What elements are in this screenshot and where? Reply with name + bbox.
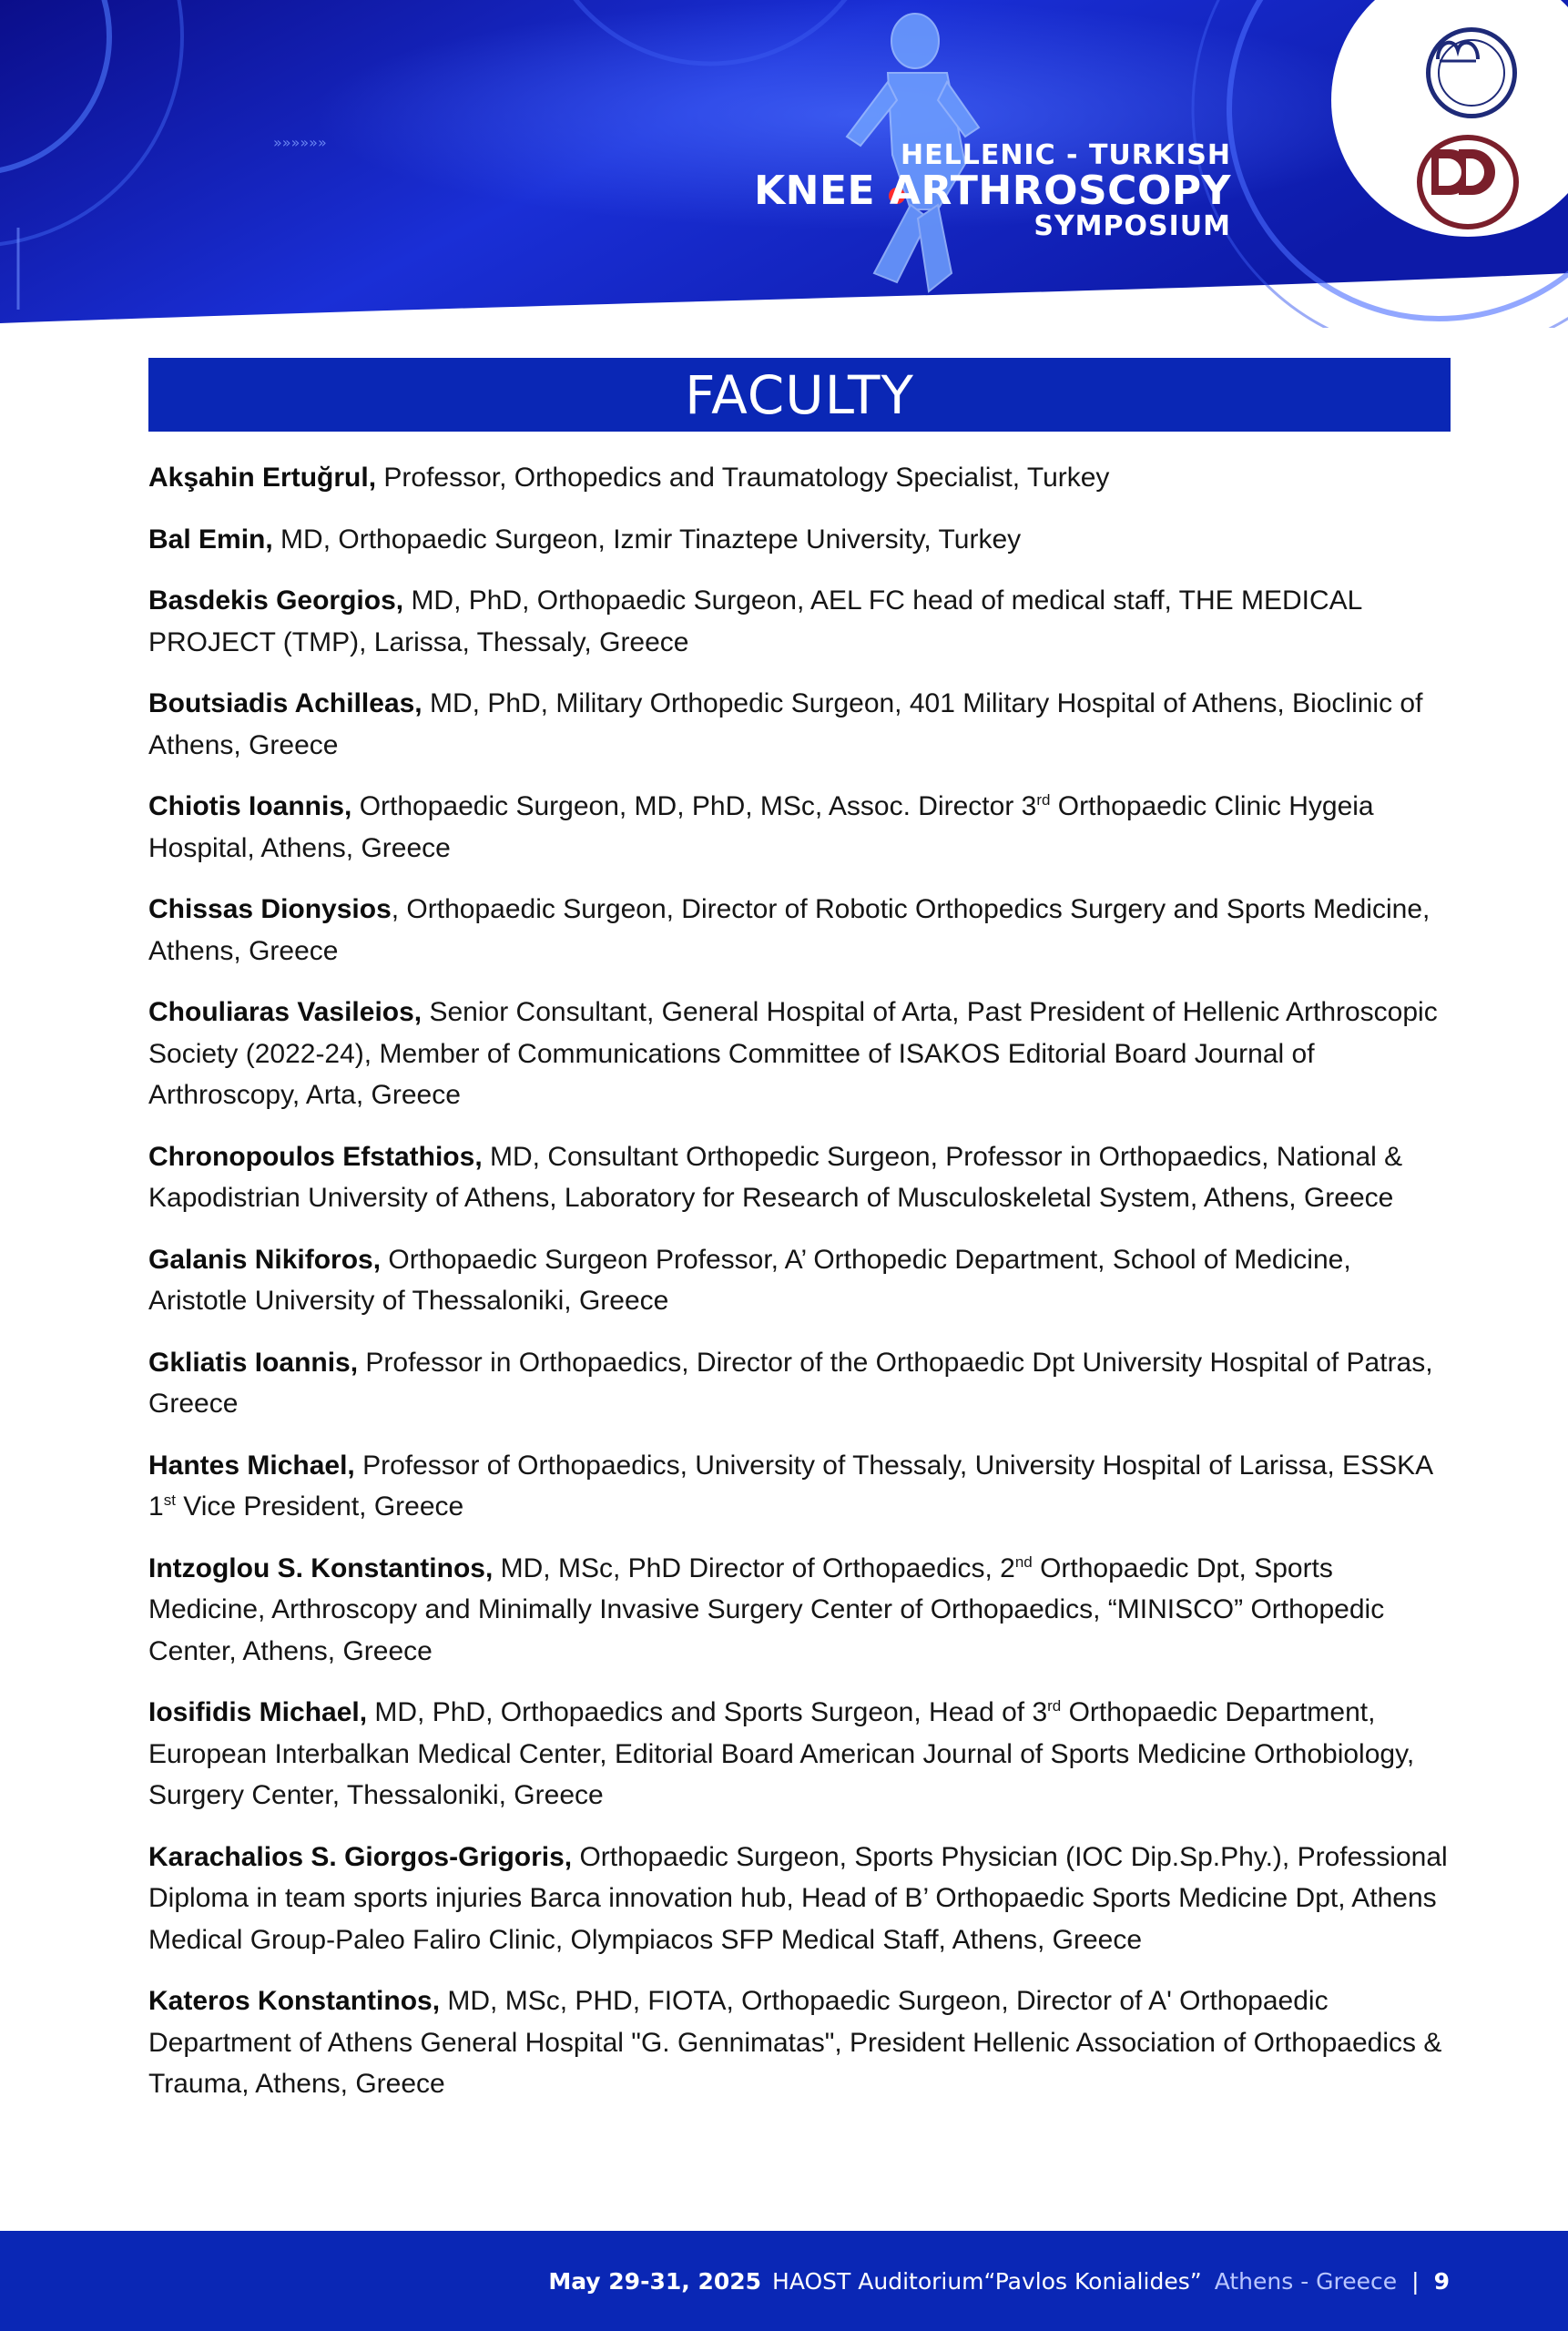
faculty-details: Orthopaedic Surgeon, MD, PhD, MSc, Assoc. Director 3 — [351, 791, 1037, 821]
faculty-name: Bal Emin, — [148, 524, 273, 555]
faculty-entry — [148, 580, 1451, 663]
faculty-details-cont: Orthopaedic Clinic Hygeia Hospital, Athens, Greece — [148, 791, 1374, 863]
faculty-name: Chouliaras Vasileios, — [148, 997, 423, 1027]
faculty-entry — [148, 786, 1451, 869]
faculty-list — [148, 457, 1451, 2125]
faculty-details: Professor of Orthopaedics, University of Thessaly, University Hospital of Larissa, ESSKA 1 — [148, 1450, 1432, 1522]
faculty-details: , Orthopaedic Surgeon, Director of Robotic Orthopedics Surgery and Sports Medicine, Athens, Greece — [148, 894, 1431, 966]
faculty-name: Chiotis Ioannis, — [148, 791, 352, 821]
faculty-name: Akşahin Ertuğrul, — [148, 463, 377, 493]
faculty-name: Basdekis Georgios, — [148, 585, 404, 616]
faculty-details: MD, Orthopaedic Surgeon, Izmir Tinaztepe University, Turkey — [272, 524, 1022, 555]
society-emblem-icon — [1422, 140, 1495, 204]
faculty-entry — [148, 1837, 1451, 1961]
faculty-entry — [148, 1342, 1451, 1425]
header-banner — [0, 0, 1568, 328]
faculty-details: Senior Consultant, General Hospital of Arta, Past President of Hellenic Arthroscopic Society (2022-24), Member of Communications Committee of ISAKOS Editorial Board Journal of Arthroscopy, Arta, Greece — [148, 997, 1438, 1110]
faculty-name: Galanis Nikiforos, — [148, 1244, 382, 1275]
faculty-details-cont: Orthopaedic Department, European Interbalkan Medical Center, Editorial Board American Journal of Sports Medicine Orthobiology, Surgery Center, Thessaloniki, Greece — [148, 1697, 1415, 1810]
faculty-details: MD, MSc, PhD Director of Orthopaedics, 2 — [493, 1552, 1015, 1583]
faculty-entry — [148, 683, 1451, 766]
faculty-name: Intzoglou S. Konstantinos, — [148, 1552, 494, 1583]
faculty-entry — [148, 889, 1451, 972]
faculty-details: Orthopaedic Surgeon, Sports Physician (IOC Dip.Sp.Phy.), Professional Diploma in team sports injuries Barca innovation hub, Head of B’ Orthopaedic Sports Medicine Dpt, Athens Medical Group-Paleo Faliro Clinic, Olympiacos SFP Medical Staff, Athens, Greece — [148, 1841, 1448, 1955]
title-line-2: KNEE ARTHROSCOPY — [754, 167, 1231, 214]
footer-bar — [0, 2231, 1568, 2331]
ordinal-suffix: st — [163, 1491, 176, 1509]
page-number: 9 — [1433, 2267, 1450, 2295]
hellenic-society-logo — [1426, 27, 1517, 118]
faculty-details-cont: Orthopaedic Dpt, Sports Medicine, Arthroscopy and Minimally Invasive Surgery Center of Orthopaedics, “MINISCO” Orthopedic Center, Athens, Greece — [148, 1552, 1385, 1666]
faculty-details: MD, PhD, Military Orthopedic Surgeon, 401 Military Hospital of Athens, Bioclinic of Athens, Greece — [148, 688, 1423, 760]
faculty-name: Hantes Michael, — [148, 1450, 355, 1481]
faculty-details: Professor, Orthopedics and Traumatology Specialist, Turkey — [376, 463, 1110, 493]
svg-text:»»»»»»: »»»»»» — [273, 134, 327, 151]
event-venue: HAOST Auditorium“Pavlos Konialides” — [772, 2267, 1202, 2295]
turkish-society-logo — [1417, 135, 1519, 229]
faculty-entry — [148, 519, 1451, 561]
faculty-details: MD, Consultant Orthopedic Surgeon, Professor in Orthopaedics, National & Kapodistrian University of Athens, Laboratory for Research of Musculoskeletal System, Athens, Greece — [148, 1141, 1403, 1213]
ordinal-suffix: rd — [1036, 791, 1051, 809]
faculty-name: Iosifidis Michael, — [148, 1697, 368, 1727]
title-line-1: HELLENIC - TURKISH — [901, 139, 1231, 171]
faculty-name: Gkliatis Ioannis, — [148, 1347, 359, 1378]
ordinal-suffix: nd — [1014, 1552, 1033, 1571]
symposium-title — [754, 141, 1231, 240]
faculty-entry — [148, 1445, 1451, 1528]
faculty-name: Boutsiadis Achilleas, — [148, 688, 423, 718]
ordinal-suffix: rd — [1047, 1697, 1062, 1715]
faculty-name: Kateros Konstantinos, — [148, 1986, 441, 2016]
faculty-details-cont: Vice President, Greece — [175, 1491, 464, 1522]
faculty-entry — [148, 1239, 1451, 1322]
footer-info — [548, 2231, 1450, 2331]
event-location: Athens - Greece — [1214, 2267, 1398, 2295]
event-date: May 29-31, 2025 — [548, 2267, 762, 2295]
faculty-details: MD, PhD, Orthopaedics and Sports Surgeon, Head of 3 — [367, 1697, 1048, 1727]
faculty-entry — [148, 1980, 1451, 2105]
faculty-name: Karachalios S. Giorgos-Grigoris, — [148, 1841, 573, 1872]
faculty-details: Professor in Orthopaedics, Director of the Orthopaedic Dpt University Hospital of Patras, Greece — [148, 1347, 1433, 1419]
faculty-entry — [148, 1692, 1451, 1817]
faculty-entry — [148, 1548, 1451, 1673]
section-header — [148, 358, 1451, 432]
faculty-details: MD, MSc, PHD, FIOTA, Orthopaedic Surgeon, Director of A' Orthopaedic Department of Athens General Hospital "G. Gennimatas", President Hellenic Association of Orthopaedics & Trauma, Athens, Greece — [148, 1986, 1442, 2099]
section-title: FACULTY — [685, 363, 914, 426]
faculty-details: MD, PhD, Orthopaedic Surgeon, AEL FC head of medical staff, THE MEDICAL PROJECT (TMP), Larissa, Thessaly, Greece — [148, 585, 1362, 657]
faculty-entry — [148, 992, 1451, 1116]
faculty-entry — [148, 457, 1451, 499]
faculty-entry — [148, 1136, 1451, 1219]
society-emblem-icon — [1431, 32, 1485, 68]
faculty-name: Chronopoulos Efstathios, — [148, 1141, 483, 1172]
title-line-3: SYMPOSIUM — [1033, 209, 1231, 242]
footer-separator: | — [1411, 2267, 1420, 2295]
faculty-name: Chissas Dionysios — [148, 894, 392, 924]
faculty-details: Orthopaedic Surgeon Professor, A’ Orthopedic Department, School of Medicine, Aristotle University of Thessaloniki, Greece — [148, 1244, 1351, 1316]
